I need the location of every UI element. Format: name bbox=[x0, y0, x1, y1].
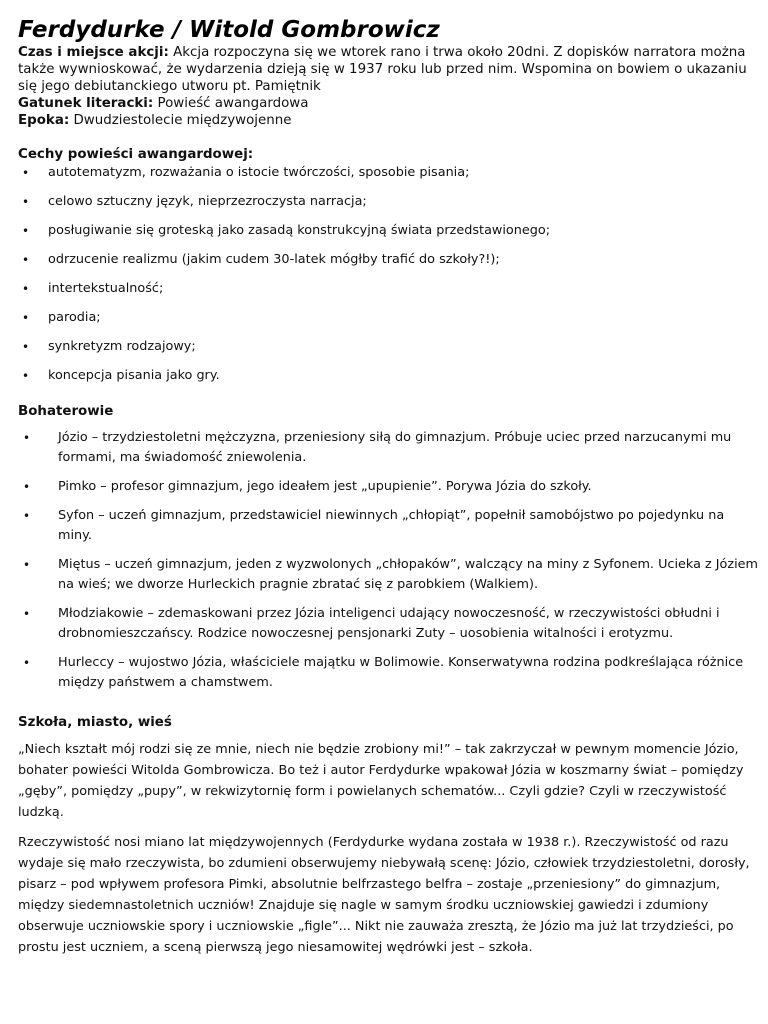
meta-gatunek-text: Powieść awangardowa bbox=[153, 96, 309, 111]
meta-epoka bbox=[18, 112, 758, 129]
bohaterowie-list bbox=[18, 428, 758, 693]
list-item-text: Miętus – uczeń gimnazjum, jeden z wyzwolonych „chłopaków”, walczący na miny z Syfonem. Ucieka z Józiem na wieś; we dworze Hurleckich pragnie zbratać się z parobkiem (Walkiem). bbox=[58, 557, 758, 592]
meta-czas bbox=[18, 44, 758, 95]
bullet-icon: • bbox=[23, 480, 31, 494]
bullet-icon: • bbox=[22, 311, 30, 325]
list-item bbox=[18, 477, 758, 497]
paragraph: Rzeczywistość nosi miano lat międzywojennych (Ferdydurke wydana została w 1938 r.). Rzeczywistość od razu wydaje się mało rzeczywista, bo zdumieni obserwujemy niebywałą scenę: Józio, człowiek trzydziestoletni, dorosły, pisarz – pod wpływem profesora Pimki, absolutnie belfrzastego belfra – zostaje „przeniesiony” do gimnazjum, między siedemnastoletnich uczniów! Znajduje się nagle w samym środku uczniowskiej gawiedzi i zdumiony obserwuje uczniowskie spory i uczniowskie „figle”... Nikt nie zauważa zresztą, że Józio ma już lat trzydzieści, po prostu jest uczniem, a sceną pierwszą jego niesamowitej wędrówki jest – szkoła. bbox=[18, 835, 750, 955]
list-item-text: posługiwanie się groteską jako zasadą konstrukcyjną świata przedstawionego; bbox=[48, 223, 551, 238]
bullet-icon: • bbox=[22, 224, 30, 238]
list-item-text: autotematyzm, rozważania o istocie twórczości, sposobie pisania; bbox=[48, 165, 470, 180]
meta-epoka-label: Epoka: bbox=[18, 113, 70, 128]
list-item bbox=[18, 653, 758, 693]
meta-czas-text: Akcja rozpoczyna się we wtorek rano i trwa około 20dni. Z dopisków narratora można także wywnioskować, że wydarzenia dzieją się w 1937 roku lub przed nim. Wspomina on bowiem o ukazaniu się jego debiutanckiego utworu pt. Pamiętnik bbox=[18, 45, 747, 94]
list-item-text: celowo sztuczny język, nieprzezroczysta narracja; bbox=[48, 194, 367, 209]
meta-epoka-text: Dwudziestolecie międzywojenne bbox=[69, 113, 292, 128]
list-item-text: Syfon – uczeń gimnazjum, przedstawiciel niewinnych „chłopiąt”, popełnił samobójstwo po pojedynku na miny. bbox=[58, 508, 725, 543]
list-item-text: synkretyzm rodzajowy; bbox=[48, 339, 196, 354]
bullet-icon: • bbox=[23, 607, 31, 621]
bullet-icon: • bbox=[22, 340, 30, 354]
bullet-icon: • bbox=[23, 431, 31, 445]
bullet-icon: • bbox=[22, 166, 30, 180]
bullet-icon: • bbox=[23, 509, 31, 523]
list-item-text: odrzucenie realizmu (jakim cudem 30-latek mógłby trafić do szkoły?!); bbox=[48, 252, 500, 267]
section-heading-bohaterowie: Bohaterowie bbox=[18, 404, 114, 419]
section-heading-cechy: Cechy powieści awangardowej: bbox=[18, 147, 254, 162]
meta-czas-label: Czas i miejsce akcji: bbox=[18, 45, 169, 60]
list-item bbox=[18, 223, 758, 239]
list-item-text: Młodziakowie – zdemaskowani przez Józia inteligenci udający nowoczesność, w rzeczywistości obłudni i drobnomieszczańscy. Rodzice nowoczesnej pensjonarki Zuty – uosobienia witalności i erotyzmu. bbox=[58, 606, 720, 641]
bullet-icon: • bbox=[23, 558, 31, 572]
list-item-text: Pimko – profesor gimnazjum, jego ideałem jest „upupienie”. Porywa Józia do szkoły. bbox=[58, 479, 592, 494]
cechy-list bbox=[18, 165, 758, 384]
list-item bbox=[18, 310, 758, 326]
bullet-icon: • bbox=[23, 656, 31, 670]
list-item bbox=[18, 506, 758, 546]
paragraph: „Niech kształt mój rodzi się ze mnie, niech nie będzie zrobiony mi!” – tak zakrzyczał w pewnym momencie Józio, bohater powieści Witolda Gombrowicza. Bo też i autor Ferdydurke wpakował Józia w koszmarny świat – pomiędzy „gęby”, pomiędzy „pupy”, w rekwizytornię form i powielanych schematów... Czyli gdzie? Czyli w rzeczywistość ludzką. bbox=[18, 742, 744, 820]
bullet-icon: • bbox=[22, 282, 30, 296]
list-item-text: koncepcja pisania jako gry. bbox=[48, 368, 220, 383]
bullet-icon: • bbox=[22, 369, 30, 383]
bullet-icon: • bbox=[22, 253, 30, 267]
list-item bbox=[18, 428, 758, 468]
bullet-icon: • bbox=[22, 195, 30, 209]
list-item-text: Józio – trzydziestoletni mężczyzna, przeniesiony siłą do gimnazjum. Próbuje uciec przed narzucanymi mu formami, ma świadomość zniewolenia. bbox=[58, 430, 732, 465]
list-item bbox=[18, 604, 758, 644]
list-item bbox=[18, 368, 758, 384]
document-title: Ferdydurke / Witold Gombrowicz bbox=[18, 17, 440, 43]
section-heading-szkola: Szkoła, miasto, wieś bbox=[18, 715, 172, 730]
list-item-text: parodia; bbox=[48, 310, 101, 325]
list-item bbox=[18, 281, 758, 297]
list-item bbox=[18, 165, 758, 181]
list-item-text: intertekstualność; bbox=[48, 281, 164, 296]
meta-gatunek-label: Gatunek literacki: bbox=[18, 96, 154, 111]
list-item-text: Hurleccy – wujostwo Józia, właściciele majątku w Bolimowie. Konserwatywna rodzina podkreślająca różnice między państwem a chamstwem. bbox=[58, 655, 744, 690]
list-item bbox=[18, 252, 758, 268]
list-item bbox=[18, 555, 758, 595]
list-item bbox=[18, 339, 758, 355]
list-item bbox=[18, 194, 758, 210]
document-page bbox=[18, 16, 758, 958]
meta-gatunek bbox=[18, 95, 758, 112]
